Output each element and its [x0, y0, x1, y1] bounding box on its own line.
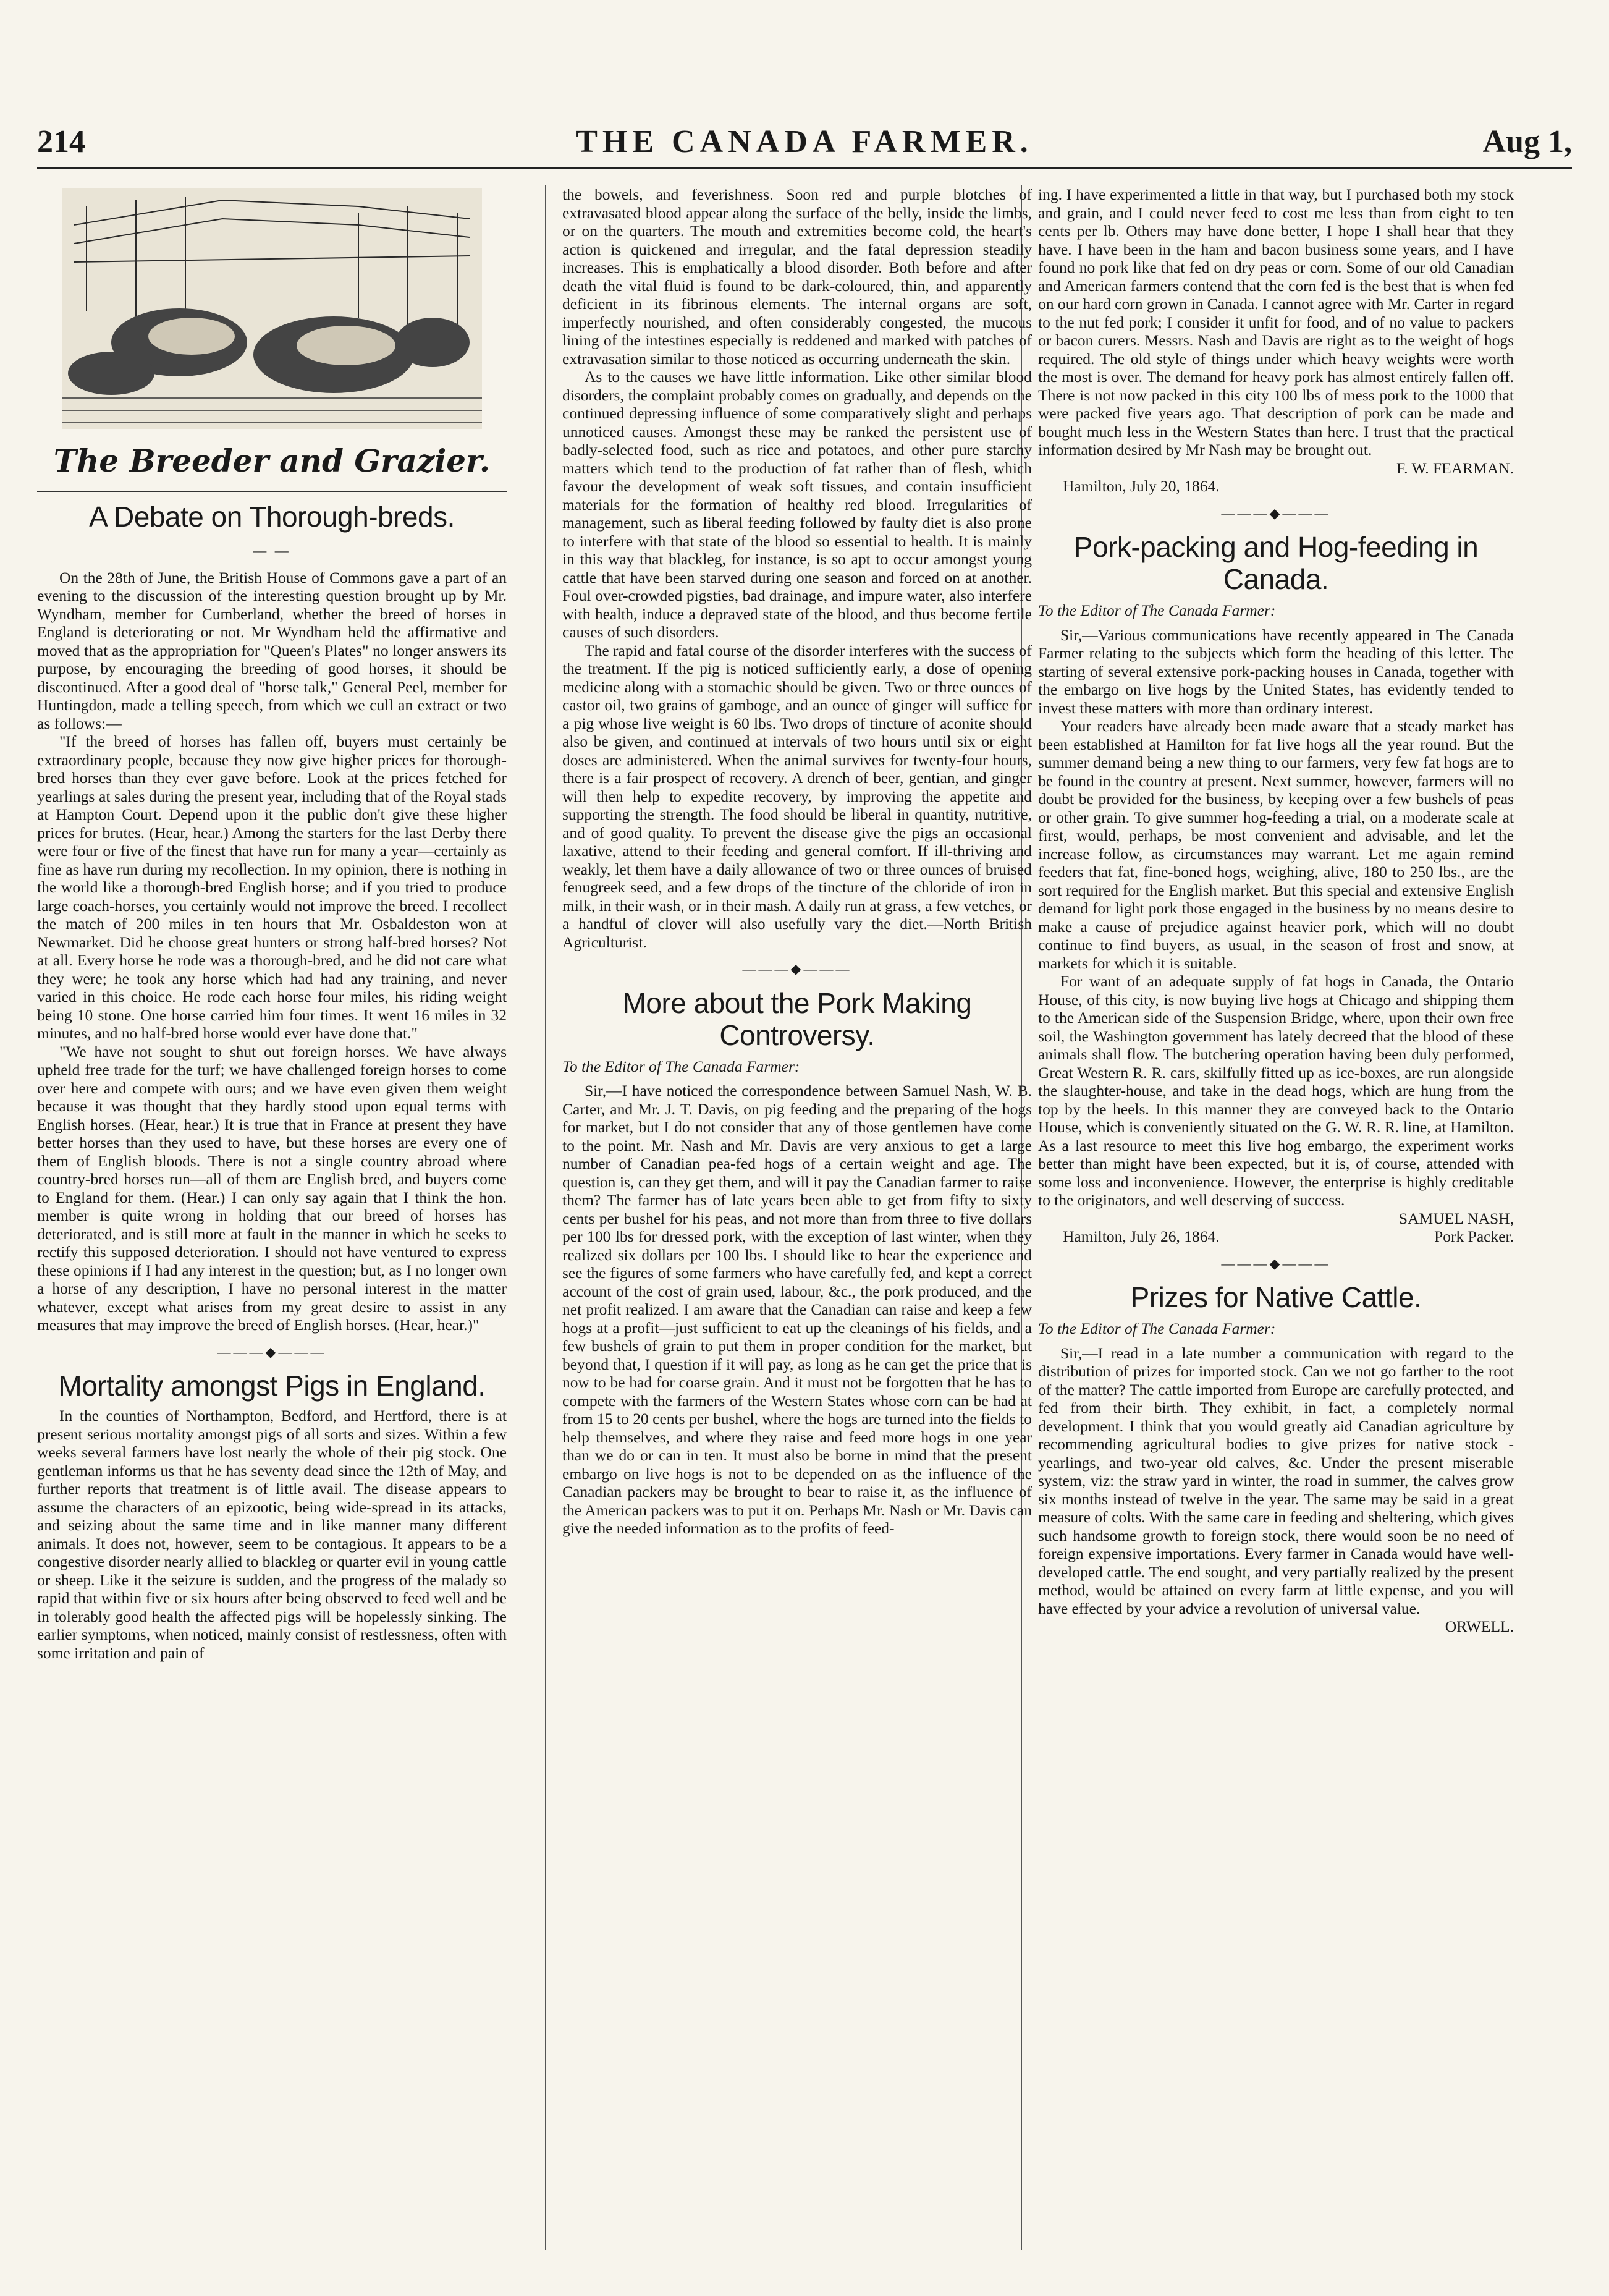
column-3	[1038, 185, 1514, 2250]
article-paragraph: On the 28th of June, the British House of Commons gave a part of an evening to the discussion of the interesting question brought up by Mr. Wyndham, member for Cumberland, whether the breed of horses in England is deteriorating or not. Mr Wyndham held the affirmative and moved that as the appropriation for "Queen's Plates" no longer answers its purpose, by encouraging the breeding of good horses, it should be discontinued. After a good deal of "horse talk," General Peel, member for Huntingdon, made a telling speech, from which we cull an extract or two as follows:—	[37, 568, 507, 732]
article-heading: Prizes for Native Cattle.	[1130, 1281, 1422, 1313]
article-paragraph: the bowels, and feverishness. Soon red and purple blotches of extravasated blood appear along the surface of the belly, inside the limbs, or on the quarters. The mouth and extremities become cold, the heart's action is quickened and irregular, and the fatal depression steadily increases. This is emphatically a blood disorder. Both before and after death the vital fluid is found to be dark-coloured, thin, and apparently deficient in its fibrinous elements. The internal organs are soft, imperfectly nourished, and often considerably congested, the mucous lining of the intestines especially is reddened and marked with patches of extravasation similar to those noticed as occurring underneath the skin.	[562, 185, 1032, 368]
editor-salutation: To the Editor of The Canada Farmer:	[1038, 1320, 1276, 1337]
article-paragraph: "We have not sought to shut out foreign horses. We have always upheld free trade for the turf; we have challenged foreign horses to come over here and compete with ours; and we have even given them weight because it was thought that they hardly stood upon equal terms with English horses. (Hear, hear.) It is true that in France at present they have better horses than they used to have, but these horses are every one of them of English bloods. There is not a single country abroad where country-bred horses run—all of them are English bred, and buyers come to England for them. (Hear.) I can only say again that I think the hon. member is quite wrong in holding that our breed of horses has deteriorated, and is still more at fault in the manner in which he seeks to rectify this supposed deterioration. I should not have ventured to express these opinions if I had any interest in the question; but, as I no longer own a horse of any description, I have no personal interest in the matter whatever, except what arises from my great desire to assist in any measures that may improve the breed of English horses. (Hear, hear.)"	[37, 1042, 507, 1334]
signature: ORWELL.	[1445, 1617, 1514, 1635]
article-heading: A Debate on Thorough-breds.	[89, 501, 455, 533]
article-paragraph: Sir,—Various communications have recently appeared in The Canada Farmer relating to the subjects which form the heading of this letter. The starting of several extensive pork-packing houses in Canada, together with the embargo on live hogs by the United States, has evidently tended to invest these matters with more than ordinary interest.	[1038, 625, 1514, 717]
page-number: 214	[37, 124, 85, 159]
article-paragraph: As to the causes we have little information. Like other similar blood disorders, the complaint probably comes on gradually, and depends on the continued depressing influence of some comparatively slight and perhaps unnoticed causes. Amongst these may be ranked the persistent use of badly-selected food, such as rice and potatoes, and other pure starchy matters which tend to the production of fat rather than of flesh, which favour the development of weak soft tissues, and contain insufficient materials for the formation of healthy red blood. Irregularities of management, such as liberal feeding followed by faulty diet is also prone to interfere with that state of the blood so essential to health. It is mainly in this way that blackleg, for instance, is so apt to occur amongst young cattle that have been starved during one season and forced on at another. Foul over-crowded pigsties, bad drainage, and impure water, also interfere with health, induce a depraved state of the blood, and thus become fertile causes of such disorders.	[562, 368, 1032, 641]
divider	[37, 491, 507, 492]
editor-salutation: To the Editor of The Canada Farmer:	[562, 1057, 800, 1075]
masthead: THE CANADA FARMER.	[576, 124, 1033, 159]
column-2	[562, 185, 1032, 2250]
article-paragraph: Sir,—I have noticed the correspondence between Samuel Nash, W. B. Carter, and Mr. J. T. Davis, on pig feeding and the preparing of the hogs for market, but I do not consider that any of those gentlemen have come to the point. Mr. Nash and Mr. Davis are very anxious to get a large number of Canadian pea-fed hogs of a certain weight and age. The question is, can they get them, and will it pay the Canadian farmer to raise them? The farmer has of late years been able to get from fifty to sixty cents per bushel for his peas, and not more than from three to five dollars per 100 lbs for dressed pork, with the exception of last winter, when they realized six dollars per 100 lbs. I should like to hear the experience and see the figures of some farmers who have carefully fed, and kept a correct account of the cost of grain used, labour, &c., the pork produced, and the net profit realized. I am aware that the Canadian can raise and keep a few hogs at a profit—just sufficient to eat up the cleanings of his fields, and a few bushels of grain to put them in proper condition for the market, but beyond that, I question if it will pay, as long as he can get the price that is now to be had for coarse grain. And it must not be forgotten that he has to compete with the farmers of the Western States whose corn can be had at from 15 to 20 cents per bushel, where the hogs are turned into the fields to help themselves, and where they raise and feed more hogs in one year than we do or can in ten. It must also be borne in mind that the present embargo on live hogs is not to be depended on as the influence of the Canadian packers may be brought to bear to raise it, as the influence of the American packers was to put it on. Perhaps Mr. Nash or Mr. Davis can give the needed information as to the profits of feed-	[562, 1082, 1032, 1537]
ornament-divider: ———◆———	[742, 961, 852, 976]
section-title: The Breeder and Grazier.	[53, 443, 491, 479]
article-heading: Mortality amongst Pigs in England.	[58, 1370, 486, 1402]
editor-salutation: To the Editor of The Canada Farmer:	[1038, 601, 1276, 619]
page-header	[37, 124, 1572, 169]
signature: SAMUEL NASH,	[1398, 1209, 1514, 1227]
issue-date: Aug 1,	[1482, 124, 1572, 159]
divider: — —	[253, 543, 291, 558]
article-paragraph: In the counties of Northampton, Bedford, and Hertford, there is at present serious mortality amongst pigs of all sorts and sizes. Within a few weeks several farmers have lost nearly the whole of their pig stock. One gentleman informs us that he has seventy dead since the 12th of May, and further reports that treatment is of little avail. The disease appears to assume the characters of an epizootic, being wide-spread in its attacks, and seizing about the same time and in like manner many different animals. It does not, however, seem to be contagious. It appears to be a congestive disorder nearly allied to blackleg or quarter evil in young cattle or sheep. Like it the seizure is sudden, and the progress of the malady so rapid that within five or six hours after being observed to feed well and be in tolerably good health the affected pigs will be hopelessly sinking. The earlier symptoms, when noticed, mainly consist of restlessness, often with some irritation and pain of	[37, 1407, 507, 1662]
ornament-divider: ———◆———	[1221, 1255, 1331, 1271]
ornament-divider: ———◆———	[1221, 505, 1331, 521]
signer-title: Pork Packer.	[1434, 1227, 1514, 1245]
column-rule	[545, 185, 546, 2250]
signature: F. W. FEARMAN.	[1396, 459, 1514, 477]
ornament-divider: ———◆———	[217, 1344, 327, 1360]
article-heading: Pork-packing and Hog-feeding in Canada.	[1073, 531, 1479, 595]
dateline: Hamilton, July 26, 1864.	[1063, 1227, 1220, 1245]
engraving-pigs-illustration	[37, 188, 507, 435]
article-heading: More about the Pork Making Controversy.	[622, 986, 972, 1051]
column-1	[37, 185, 507, 2250]
article-paragraph: The rapid and fatal course of the disorder interferes with the success of the treatment. If the pig is noticed sufficiently early, a dose of opening medicine along with a stomachic should be given. Two or three ounces of castor oil, two grains of gamboge, and an ounce of ginger will suffice for a pig whose live weight is 60 lbs. Two drops of tincture of aconite should also be given, and continued at intervals of two hours until six or eight doses are administered. When the animal survives for twenty-four hours, there is a fair prospect of recovery. A drench of beer, gentian, and ginger will then help to expedite recovery, by improving the appetite and supporting the strength. The food should be liberal in quantity, nutritive, and of good quality. To prevent the disease give the pigs an occasional laxative, attend to their feeding and general comfort. If ill-thriving and weakly, let them have a daily allowance of two or three ounces of bruised fenugreek seed, and a few drops of the tincture of the chloride of iron in milk, in their wash, or in their mash. A daily run at grass, a few vetches, or a handful of clover will also usefully vary the diet.—North British Agriculturist.	[562, 641, 1032, 951]
article-paragraph: Your readers have already been made aware that a steady market has been established at Hamilton for fat live hogs all the year round. But the summer demand being a new thing to our farmers, very few fat hogs are to be found in the country at present. Next summer, however, farmers will no doubt be provided for the business, by keeping over a few bushels of peas or other grain. To give summer hog-feeding a trial, on a moderate scale at first, would, perhaps, be most convenient and advisable, and let the increase follow, as circumstances may warrant. Let me again remind feeders that fat, fine-boned hogs, weighing, alive, 180 to 250 lbs., are the sort required for the English market. But this special and extensive English demand for light pork those engaged in the business by no means desire to make a cause of prejudice against heavier pork, which will no doubt continue to find buyers, as usual, in the season of frost and snow, at markets for which it is suitable.	[1038, 717, 1514, 972]
article-paragraph: "If the breed of horses has fallen off, buyers must certainly be extraordinary people, because they now give higher prices for thorough-bred horses than they ever gave before. Look at the prices fetched for yearlings at sales during the present year, including that of the Royal stads at Hampton Court. Depend upon it the public don't give these higher prices for brutes. (Hear, hear.) Among the starters for the last Derby there were four or five of the finest that have run for many a year—certainly as fine as have run during my recollection. In my opinion, there is nothing in the world like a thorough-bred English horse; and if you tried to produce large coach-horses, you certainly would not improve the breed. I recollect the match of 200 miles in ten hours that Mr. Osbaldeston won at Newmarket. Did he choose great hunters or strong half-bred horses? Not at all. Every horse he rode was a thorough-bred, and he did not care what they were; he took any horse which had had any training, and never varied in this choice. He rode each horse four miles, his riding weight being 10 stone. One horse carried him four times. It went 16 miles in 32 minutes, and no half-bred horse would ever have done that."	[37, 732, 507, 1042]
article-paragraph: Sir,—I read in a late number a communication with regard to the distribution of prizes for imported stock. Can we not go farther to the root of the matter? The cattle imported from Europe are carefully protected, and fed from their birth. They exhibit, in fact, a completely normal development. I think that you would greatly aid Canadian agriculture by recommending agricultural bodies to give prizes for native stock - yearlings, and two-year old calves, &c. Under the present miserable system, viz: the straw yard in winter, the road in summer, the calves grow six months instead of twelve in the year. The same may be said in a great measure of colts. With the same care in feeding and sheltering, which gives such handsome growth to foreign stock, there would soon be no need of foreign expensive importations. Every farmer in Canada would have well-developed cattle. The end sought, and very partially realized by the present method, would be attained on every farm at little expense, and you will have effected by your advice a revolution of universal value.	[1038, 1344, 1514, 1617]
article-paragraph: ing. I have experimented a little in that way, but I purchased both my stock and grain, and I could never feed to cost me less than from eight to ten cents per lb. Others may have done better, I hope I shall hear that they have. I have been in the ham and bacon business some years, and I have found no pork like that fed on dry peas or corn. Some of our old Canadian and American farmers contend that the corn fed is the best that is when fed on our hard corn grown in Canada. I cannot agree with Mr. Carter in regard to the nut fed pork; I consider it unfit for food, and of no value to packers or bacon curers. Messrs. Nash and Davis are right as to the weight of hogs required. The old style of things under which heavy weights were worth the most is over. The demand for heavy pork has almost entirely fallen off. There is not now packed in this city 100 lbs of mess pork to the 1000 that were packed five years ago. That description of pork can be made and bought much less in the Western States than here. I trust that the practical information desired by Mr Nash may be brought out.	[1038, 185, 1514, 459]
article-paragraph: For want of an adequate supply of fat hogs in Canada, the Ontario House, of this city, is now buying live hogs at Chicago and shipping them to the American side of the Suspension Bridge, where, upon their own free soil, the Washington government has lately decreed that the blood of these animals shall flow. The butchering operation having been duly performed, Great Western R. R. cars, skilfully fitted up as ice-boxes, are run alongside the slaughter-house, and take in the dead hogs, which are hung from the top by the heels. In this manner they are conveyed back to the Ontario House, which is conveniently situated on the G. W. R. R. line, at Hamilton. As a last resource to meet this live hog embargo, the experiment works better than might have been expected, but it is, of course, attended with some loss and inconvenience. However, the enterprise is highly creditable to the originators, and well deserving of success.	[1038, 972, 1514, 1209]
dateline: Hamilton, July 20, 1864.	[1063, 477, 1220, 495]
dateline-row	[1038, 1227, 1514, 1246]
